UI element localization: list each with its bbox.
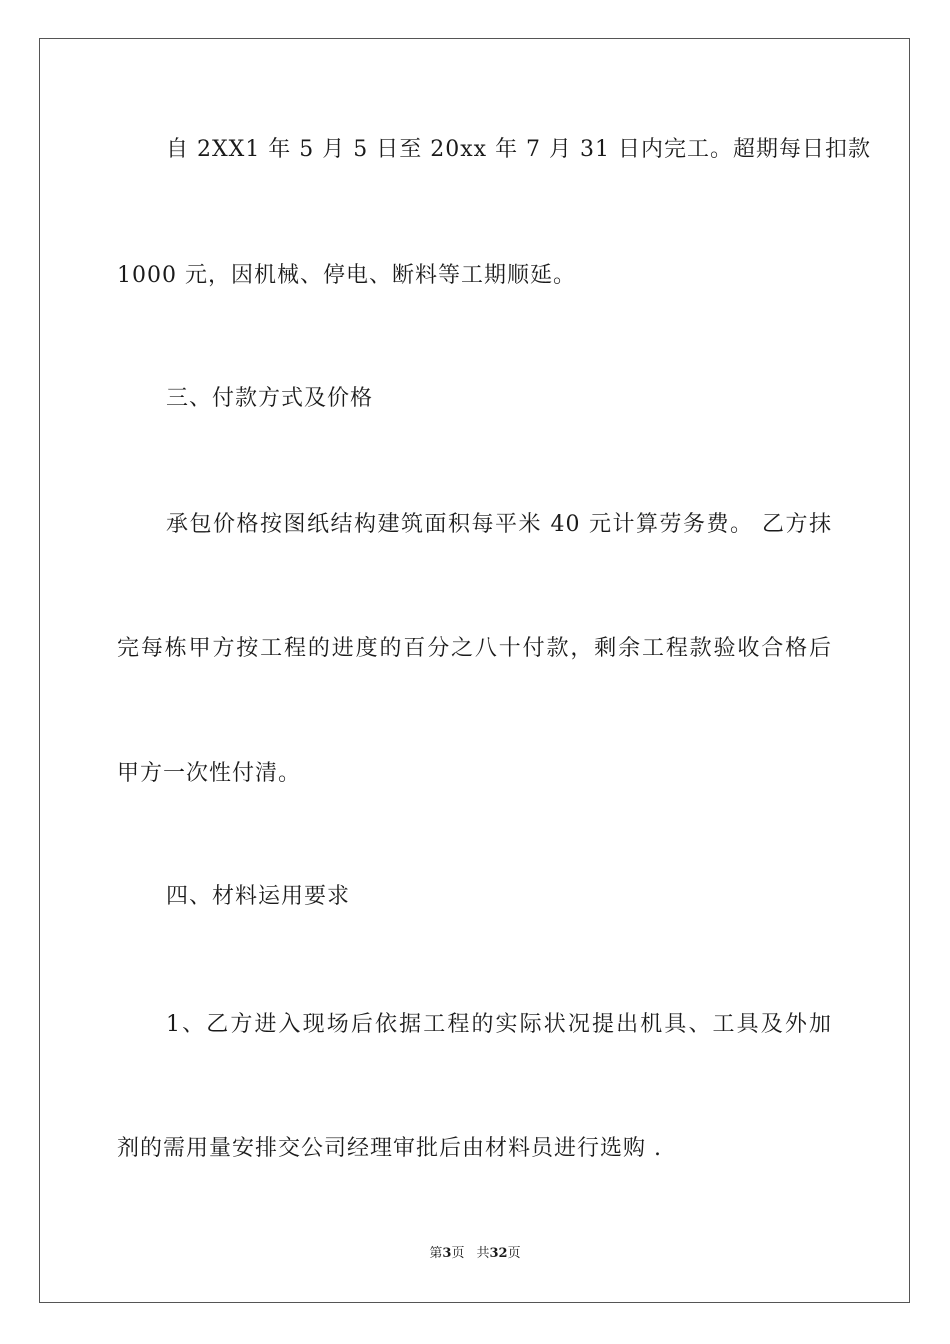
paragraph-line-6: 1、乙方进入现场后依据工程的实际状况提出机具、工具及外加 bbox=[166, 1012, 832, 1037]
page-border bbox=[39, 38, 910, 1303]
page-footer bbox=[0, 1245, 950, 1263]
footer-total-suffix: 页 bbox=[507, 1246, 521, 1261]
footer-page-suffix: 页 bbox=[451, 1246, 465, 1261]
footer-page-prefix: 第 bbox=[429, 1246, 443, 1261]
footer-total-prefix: 共 bbox=[476, 1246, 490, 1261]
paragraph-line-2: 1000 元，因机械、停电、断料等工期顺延。 bbox=[117, 263, 576, 288]
paragraph-line-1: 自 2XX1 年 5 月 5 日至 20xx 年 7 月 31 日内完工。超期每日扣款 bbox=[166, 137, 872, 162]
paragraph-line-7: 剂的需用量安排交公司经理审批后由材料员进行选购 . bbox=[117, 1136, 662, 1161]
paragraph-line-3: 承包价格按图纸结构建筑面积每平米 40 元计算劳务费。 乙方抹 bbox=[166, 512, 832, 537]
footer-page-number: 3 bbox=[442, 1246, 452, 1261]
footer-total-pages: 32 bbox=[489, 1246, 508, 1261]
paragraph-line-4: 完每栋甲方按工程的进度的百分之八十付款，剩余工程款验收合格后 bbox=[117, 636, 832, 661]
section-heading-payment: 三、付款方式及价格 bbox=[166, 386, 374, 411]
paragraph-line-5: 甲方一次性付清。 bbox=[117, 761, 302, 786]
section-heading-materials: 四、材料运用要求 bbox=[166, 884, 351, 909]
